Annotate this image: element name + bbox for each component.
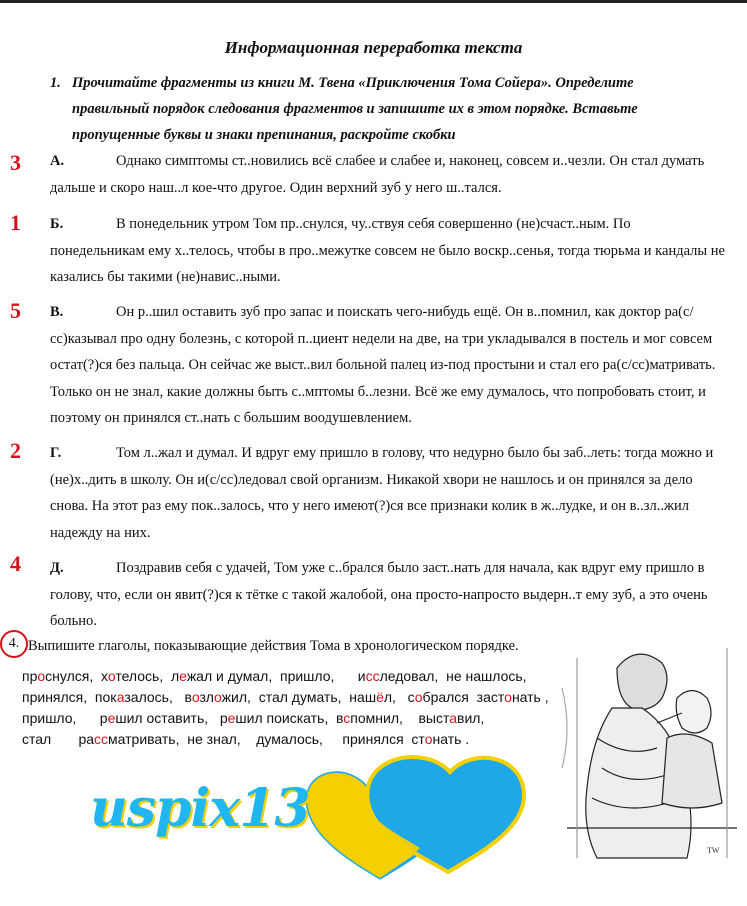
order-number-a: 3 [10,150,21,175]
fragment-b [50,211,728,291]
inserted-letter: с [343,710,351,726]
order-number-g: 2 [10,438,21,463]
inserted-letter: о [107,668,116,684]
top-border-line [0,0,747,3]
inserted-letter: о [214,689,222,705]
inserted-letter: а [116,689,125,705]
answer-text: шил оставить, [115,710,220,726]
answer-text: залось, в [124,689,192,705]
fragment-text: Он р..шил оставить зуб про запас и поискать чего-нибудь ещё. Он в..помнил, как доктор ра(с/сс)казывал про одну болезнь, с которой п..циент недели на две, на три укладывался в постель и мог совсем остат(?)ся без пальца. Он сейчас же выст..вил больной палец из-под простыни и стал его ра(с/сс)матривать. Только он не знал, какие должны быть с..мптомы б..лезни. Всё же ему думалось, что попробовать стоит, и поэтому он принялся ст..нать с большим воодушевлением. [50,304,716,426]
fragment-v [50,299,728,432]
answer-text: нать , [511,689,549,705]
answer-text: матривать, не знал, думалось, принялся ст [108,731,425,747]
inserted-letter: о [191,689,200,705]
fragment-d [50,555,728,635]
order-number-v: 5 [10,298,21,323]
answer-text: жил, стал думать, наш [221,689,377,705]
answer-line-3 [22,710,562,726]
answer-text: нать . [432,731,470,747]
page-title: Информационная переработка текста [224,38,523,57]
question-4-text: Выпишите глаголы, показывающие действия Тома в хронологическом порядке. [28,638,519,654]
inserted-letter: о [37,668,46,684]
answer-text: принялся, пок [22,689,117,705]
inserted-letter: о [414,689,423,705]
fragment-letter: Г. [50,445,62,461]
answer-text: р [219,710,228,726]
svg-text:TW: TW [707,846,720,855]
answer-text: пришло, [22,710,100,726]
answer-line-1 [22,668,562,684]
task-text: Прочитайте фрагменты из книги М. Твена «Приключения Тома Сойера». Определите правильный порядок следования фрагментов и запишите их в этом порядке. Вставьте пропущенные буквы и знаки препинания, раскройте скобки [72,75,638,143]
hearts-graphic [300,750,530,890]
answer-text: л, с [383,689,415,705]
inserted-letter: е [179,668,187,684]
task-number: 1. [50,75,61,91]
fragment-a [50,148,728,201]
inserted-letter: е [107,710,116,726]
inserted-letter: сс [365,668,380,684]
fragment-letter: А. [50,153,65,169]
fragment-text: В понедельник утром Том пр..снулся, чу..ствуя себя совершенно (не)счаст..ным. По понедельникам ему х..телось, чтобы в про..межутке совсем не было воскр..сенья, тогда тюрьма и кандалы не казались бы такими (не)навис..ными. [50,216,725,285]
inserted-letter: а [449,710,458,726]
inserted-letter: о [504,689,512,705]
fragment-letter: Б. [50,216,64,232]
answer-text: шил поискать, в [235,710,344,726]
order-number-b: 1 [10,210,21,235]
answer-text: снулся, х [45,668,108,684]
answer-text: стал ра [22,731,95,747]
inserted-letter: е [227,710,236,726]
inserted-letter: о [424,731,433,747]
fragment-letter: Д. [50,560,64,576]
fragment-letter: В. [50,304,64,320]
question-4-circled-number: 4. [0,630,28,658]
answer-text: пр [22,668,38,684]
fragment-text: Однако симптомы ст..новились всё слабее и слабее и, наконец, совсем и..чезли. Он стал думать дальше и скоро наш..л кое-что другое. Один верхний зуб у него ш..тался. [50,153,705,196]
answer-text: ледовал, не нашлось, [379,668,527,684]
inserted-letter: сс [94,731,109,747]
watermark-text: uspix13 [90,778,310,839]
task-1 [50,70,690,148]
order-number-d: 4 [10,551,21,576]
answer-line-4 [22,731,562,747]
answer-text: зл [199,689,215,705]
answer-text: брался заст [422,689,505,705]
answer-text: р [99,710,108,726]
answer-text: помнил, выст [350,710,450,726]
answer-text: телось, л [115,668,180,684]
fragment-text: Том л..жал и думал. И вдруг ему пришло в голову, что недурно было бы заб..леть: тогда можно и (не)х..дить в школу. Он и(с/сс)ледовал свой организм. Никакой хвори не нашлось и он принялся за дело снова. На этот раз ему пок..залось, что у него имеют(?)ся все признаки колик в ж..лудке, и он в..зл..жил надежду на них. [50,445,714,541]
answer-line-2 [22,689,562,705]
fragment-text: Поздравив себя с удачей, Том уже с..брался было заст..нать для начала, как вдруг ему пришло в голову, что, если он явит(?)ся к тётке с такой жалобой, она просто-напросто выдерн..т ему зуб, а это очень больно. [50,560,708,629]
engraving-illustration [557,628,743,868]
inserted-letter: ё [376,689,384,705]
answer-text: жал и думал, пришло, и [186,668,366,684]
fragment-g [50,440,728,546]
answer-text: вил, [457,710,485,726]
